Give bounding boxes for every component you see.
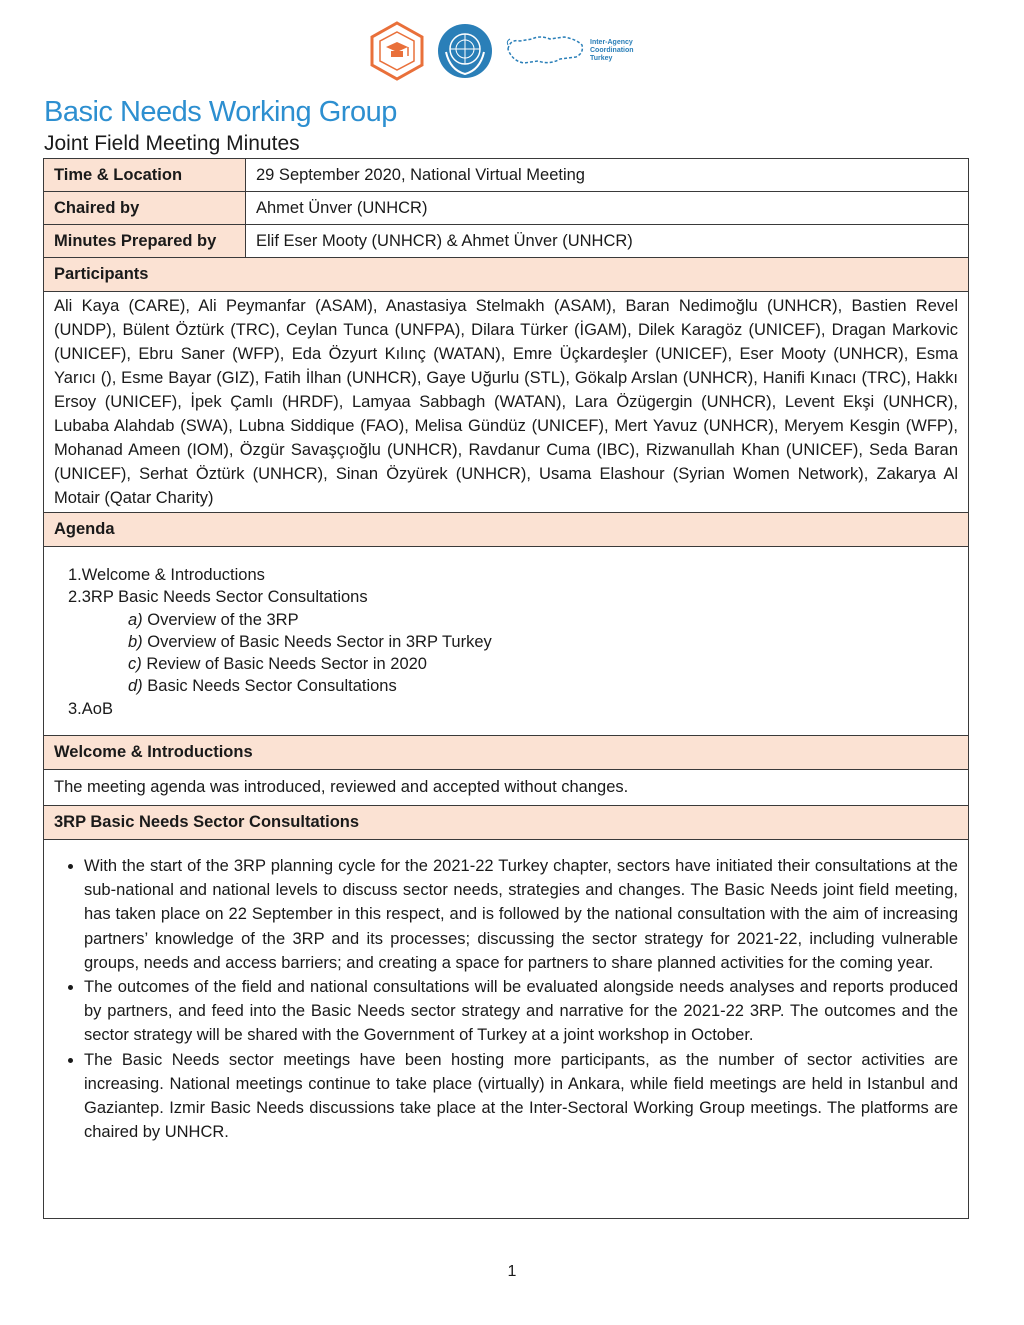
agenda-subitem-marker: b) xyxy=(128,632,143,651)
agenda-item-3: 3.AoB xyxy=(68,699,113,718)
participants-list: Ali Kaya (CARE), Ali Peymanfar (ASAM), Anastasiya Stelmakh (ASAM), Baran Nedimoğlu (UNHCR), Bastien Revel (UNDP), Bülent Öztürk (TRC), Ceylan Tunca (UNFPA), Dilara Türker (İGAM), Dilek Karagöz (UNICEF), Dragan Markovic (UNICEF), Ebru Saner (WFP), Eda Özyurt Kılınç (WATAN), Emre Üçkardeşler (UNICEF), Eser Mooty (UNHCR), Esma Yarıcı (), Esme Bayar (GIZ), Fatih İlhan (UNHCR), Gaye Uğurlu (STL), Gökalp Arslan (UNHCR), Hanifi Kınacı (TRC), Hakkı Ersoy (UNICEF), İpek Çamlı (HRDF), Lamyaa Sabbagh (WATAN), Lara Özügergin (UNHCR), Levent Ekşi (UNHCR), Lubaba Alahdab (SWA), Lubna Siddique (FAO), Melisa Gündüz (UNICEF), Mert Yavuz (UNHCR), Meryem Kesgin (WFP), Mohanad Ameen (IOM), Özgür Savaşçıoğlu (UNHCR), Ravdanur Cuma (IBC), Rizwanullah Khan (UNICEF), Seda Baran (UNICEF), Serhat Öztürk (UNHCR), Sinan Özyürek (UNHCR), Usama Elashour (Syrian Women Network), Zakarya Al Motair (Qatar Charity) xyxy=(44,292,969,513)
turkey-map-icon xyxy=(504,31,586,71)
iacs-line-1: Inter-Agency xyxy=(590,39,633,46)
agenda-subitem-marker: d) xyxy=(128,677,143,696)
consultation-bullet-3: • The Basic Needs sector meetings have been hosting more participants, as the number of sector activities are increasing. National meetings continue to take place (virtually) in Ankara, while field meetings are held in Istanbul and Gaziantep. Izmir Basic Needs discussions take place at the Inter-Sectoral Working Group meetings. The platforms are chaired by UNHCR. xyxy=(84,1048,958,1145)
iacs-text xyxy=(590,39,648,63)
hexagon-education-icon xyxy=(368,20,426,82)
document-subtitle: Joint Field Meeting Minutes xyxy=(44,132,300,155)
agenda-subitem-text: Overview of the 3RP xyxy=(147,610,299,629)
agenda-subitem-text: Basic Needs Sector Consultations xyxy=(147,677,397,696)
agenda-list xyxy=(44,547,969,736)
minutes-table xyxy=(43,158,969,1219)
welcome-text: The meeting agenda was introduced, reviewed and accepted without changes. xyxy=(44,770,969,806)
agenda-subitem-text: Review of Basic Needs Sector in 2020 xyxy=(146,655,427,674)
agenda-subitem-marker: a) xyxy=(128,610,143,629)
consultation-bullet-2: • The outcomes of the field and national consultations will be evaluated alongside needs analyses and reports produced by partners, and feed into the Basic Needs sector strategy and narrative for the 2021-22 3RP. The outcomes and the sector strategy will be shared with the Government of Turkey at a joint workshop in October. xyxy=(84,975,958,1048)
prepared-by-row xyxy=(44,225,969,258)
time-location-value: 29 September 2020, National Virtual Meeting xyxy=(246,159,969,192)
chaired-by-row xyxy=(44,192,969,225)
consultations-bullets xyxy=(54,854,958,1144)
agenda-subitem-c xyxy=(68,653,958,675)
iacs-line-2: Coordination xyxy=(590,47,634,54)
header-logos xyxy=(368,20,648,82)
agenda-heading: Agenda xyxy=(44,513,969,547)
time-location-row xyxy=(44,159,969,192)
consultations-heading: 3RP Basic Needs Sector Consultations xyxy=(44,806,969,840)
agenda-item-2: 2.3RP Basic Needs Sector Consultations xyxy=(68,588,368,607)
iacs-logo xyxy=(504,31,648,71)
agenda-subitem-d xyxy=(68,675,958,697)
welcome-heading: Welcome & Introductions xyxy=(44,736,969,770)
agenda-subitem-b xyxy=(68,631,958,653)
agenda-item-1: 1.Welcome & Introductions xyxy=(68,565,265,584)
chaired-by-label: Chaired by xyxy=(44,192,246,225)
un-emblem-icon xyxy=(436,22,494,80)
agenda-subitem-marker: c) xyxy=(128,655,142,674)
prepared-by-label: Minutes Prepared by xyxy=(44,225,246,258)
iacs-line-3: Turkey xyxy=(590,55,613,62)
consultations-body xyxy=(44,840,969,1219)
time-location-label: Time & Location xyxy=(44,159,246,192)
participants-heading: Participants xyxy=(44,258,969,292)
document-title: Basic Needs Working Group xyxy=(44,96,397,128)
page-number: 1 xyxy=(507,1263,517,1280)
agenda-subitem-a xyxy=(68,609,958,631)
agenda-subitem-text: Overview of Basic Needs Sector in 3RP Turkey xyxy=(147,632,492,651)
consultation-bullet-1: • With the start of the 3RP planning cycle for the 2021-22 Turkey chapter, sectors have initiated their consultations at the sub-national and national levels to discuss sector needs, strategies and changes. The Basic Needs joint field meeting, has taken place on 22 September in this respect, and is followed by the national consultation with the aim of increasing partners’ knowledge of the 3RP and its processes; discussing the sector strategy for 2021-22, including vulnerable groups, needs and access barriers; and creating a space for partners to share planned activities for the coming year. xyxy=(84,854,958,975)
chaired-by-value: Ahmet Ünver (UNHCR) xyxy=(246,192,969,225)
prepared-by-value: Elif Eser Mooty (UNHCR) & Ahmet Ünver (UNHCR) xyxy=(246,225,969,258)
